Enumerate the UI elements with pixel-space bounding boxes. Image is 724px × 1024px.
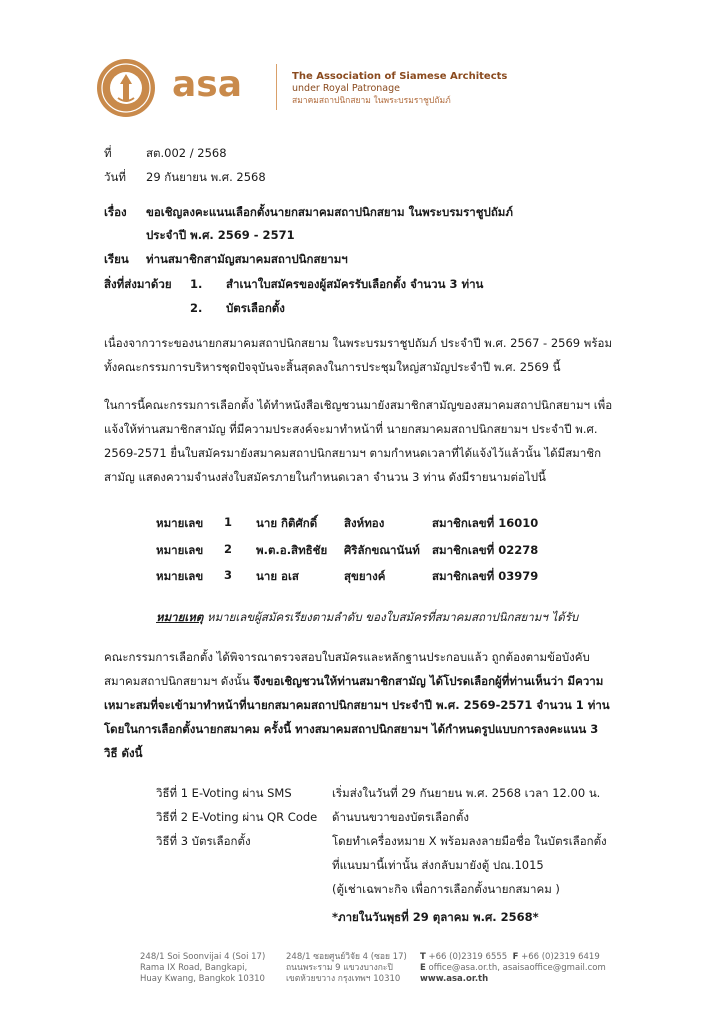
fax-label: F xyxy=(512,952,519,962)
para2-line-3: 2569-2571 ยื่นใบสมัครมายังสมาคมสถาปนิกสยามฯ ตามกำหนดเวลาที่ได้แจ้งไว้แล้วนั้น ได้มีสมาชิก xyxy=(104,446,602,460)
enclosure-text-1: สำเนาใบสมัครของผู้สมัครรับเลือกตั้ง จำนวน 3 ท่าน xyxy=(226,277,484,291)
para2-line-2: แจ้งให้ท่านสมาชิกสามัญ ที่มีความประสงค์จะมาทำหน้าที่ นายกสมาคมสถาปนิกสยามฯ ประจำปี พ.ศ. xyxy=(104,422,598,436)
candidate-label: หมายเลข xyxy=(156,569,204,583)
para2-line-1: ในการนี้คณะกรรมการเลือกตั้ง ได้ทำหนังสือเชิญชวนมายังสมาชิกสามัญของสมาคมสถาปนิกสยามฯ เพื่อ xyxy=(104,398,613,412)
footer-email-line xyxy=(420,963,606,974)
enclosure-num-1: 1. xyxy=(190,277,203,291)
date-label: วันที่ xyxy=(104,170,126,184)
method-3-label: วิธีที่ 3 บัตรเลือกตั้ง xyxy=(156,834,251,848)
candidate-member-no: สมาชิกเลขที่ 16010 xyxy=(432,516,539,530)
footer-address-th-line: ถนนพระราม 9 แขวงบางกะปิ xyxy=(286,963,393,973)
para3-line-2-normal: สมาคมสถาปนิกสยามฯ ดังนั้น xyxy=(104,674,254,688)
subject-line-2: ประจำปี พ.ศ. 2569 - 2571 xyxy=(146,228,295,242)
org-name-th: สมาคมสถาปนิกสยาม ในพระบรมราชูปถัมภ์ xyxy=(292,96,451,106)
to-value: ท่านสมาชิกสามัญสมาคมสถาปนิกสยามฯ xyxy=(146,252,348,266)
subject-label: เรื่อง xyxy=(104,205,127,219)
org-name-en: The Association of Siamese Architects xyxy=(292,71,508,82)
deadline: *ภายในวันพุธที่ 29 ตุลาคม พ.ศ. 2568* xyxy=(332,910,539,924)
footer-web-line xyxy=(420,974,606,985)
note-line xyxy=(156,610,578,625)
asa-logo-text: asa xyxy=(172,66,243,102)
footer-address-th-line: 248/1 ซอยศูนย์วิจัย 4 (ซอย 17) xyxy=(286,952,407,962)
candidate-number: 3 xyxy=(224,568,233,582)
method-2-desc: ด้านบนขวาของบัตรเลือกตั้ง xyxy=(332,810,469,824)
footer-phone-line xyxy=(420,952,606,963)
website-link[interactable]: www.asa.or.th xyxy=(420,974,489,984)
para1-line-2: ทั้งคณะกรรมการบริหารชุดปัจจุบันจะสิ้นสุดลงในการประชุมใหญ่สามัญประจำปี พ.ศ. 2569 นี้ xyxy=(104,360,561,374)
royal-seal-logo xyxy=(96,58,156,118)
candidate-member-no: สมาชิกเลขที่ 02278 xyxy=(432,543,539,557)
method-1-label: วิธีที่ 1 E-Voting ผ่าน SMS xyxy=(156,786,292,800)
method-3-desc: โดยทำเครื่องหมาย X พร้อมลงลายมือชื่อ ในบัตรเลือกตั้ง xyxy=(332,834,607,848)
tel-label: T xyxy=(420,952,426,962)
para3-line-5: วิธี ดังนี้ xyxy=(104,746,143,760)
candidate-name: นาย กิติศักดิ์ xyxy=(256,516,318,530)
date-value: 29 กันยายน พ.ศ. 2568 xyxy=(146,170,266,184)
candidate-name: นาย อเส xyxy=(256,569,299,583)
header-divider xyxy=(276,64,277,110)
candidate-label: หมายเลข xyxy=(156,516,204,530)
email-value[interactable]: office@asa.or.th, asaisaoffice@gmail.com xyxy=(428,963,606,973)
asa-logo xyxy=(172,66,262,102)
para2-line-4: สามัญ แสดงความจำนงส่งใบสมัครภายในกำหนดเวลา จำนวน 3 ท่าน ดังมีรายนามต่อไปนี้ xyxy=(104,470,546,484)
enclosure-num-2: 2. xyxy=(190,301,203,315)
para3-line-2 xyxy=(104,674,603,689)
footer-address-th xyxy=(286,952,407,985)
candidate-surname: สิงห์ทอง xyxy=(344,516,385,530)
enclosure-text-2: บัตรเลือกตั้ง xyxy=(226,301,285,315)
footer-address-th-line: เขตห้วยขวาง กรุงเทพฯ 10310 xyxy=(286,974,401,984)
method-1-desc: เริ่มส่งในวันที่ 29 กันยายน พ.ศ. 2568 เวลา 12.00 น. xyxy=(332,786,601,800)
para3-line-1: คณะกรรมการเลือกตั้ง ได้พิจารณาตรวจสอบใบสมัครและหลักฐานประกอบแล้ว ถูกต้องตามข้อบังคับ xyxy=(104,650,590,664)
candidate-name: พ.ต.อ.สิทธิชัย xyxy=(256,543,328,557)
method-3-extra-2: (ตู้เช่าเฉพาะกิจ เพื่อการเลือกตั้งนายกสมาคม ) xyxy=(332,882,560,896)
org-name-block xyxy=(292,70,507,107)
enclosures-label: สิ่งที่ส่งมาด้วย xyxy=(104,277,172,291)
candidate-member-no: สมาชิกเลขที่ 03979 xyxy=(432,569,539,583)
para3-line-4: โดยในการเลือกตั้งนายกสมาคม ครั้งนี้ ทางสมาคมสถาปนิกสยามฯ ได้กำหนดรูปแบบการลงคะแนน 3 xyxy=(104,722,599,736)
fax-value: +66 (0)2319 6419 xyxy=(521,952,600,962)
email-label: E xyxy=(420,963,426,973)
footer-address-en-line: Huay Kwang, Bangkok 10310 xyxy=(140,974,265,984)
to-label: เรียน xyxy=(104,252,129,266)
method-2-label: วิธีที่ 2 E-Voting ผ่าน QR Code xyxy=(156,810,318,824)
footer-address-en xyxy=(140,952,265,985)
footer-address-en-line: Rama IX Road, Bangkapi, xyxy=(140,963,248,973)
para3-line-2-bold: จึงขอเชิญชวนให้ท่านสมาชิกสามัญ ได้โปรดเลือกผู้ที่ท่านเห็นว่า มีความ xyxy=(253,674,604,688)
method-3-extra-1: ที่แนบมานี้เท่านั้น ส่งกลับมายังตู้ ปณ.1015 xyxy=(332,858,544,872)
para3-line-3: เหมาะสมที่จะเข้ามาทำหน้าที่นายกสมาคมสถาปนิกสยามฯ ประจำปี พ.ศ. 2569-2571 จำนวน 1 ท่าน xyxy=(104,698,610,712)
subject-line-1: ขอเชิญลงคะแนนเลือกตั้งนายกสมาคมสถาปนิกสยาม ในพระบรมราชูปถัมภ์ xyxy=(146,205,513,219)
candidate-label: หมายเลข xyxy=(156,543,204,557)
candidate-surname: สุขยางค์ xyxy=(344,569,386,583)
footer-contact xyxy=(420,952,606,985)
footer-address-en-line: 248/1 Soi Soonvijai 4 (Soi 17) xyxy=(140,952,266,962)
ref-label: ที่ xyxy=(104,146,112,160)
para1-line-1: เนื่องจากวาระของนายกสมาคมสถาปนิกสยาม ในพระบรมราชูปถัมภ์ ประจำปี พ.ศ. 2567 - 2569 พร้อม xyxy=(104,336,613,350)
ref-value: สต.002 / 2568 xyxy=(146,146,227,160)
org-name-en-sub: under Royal Patronage xyxy=(292,83,401,94)
candidate-number: 2 xyxy=(224,542,233,556)
note-label: หมายเหตุ xyxy=(156,610,204,624)
candidate-number: 1 xyxy=(224,515,233,529)
candidate-surname: ศิริลักขณานันท์ xyxy=(344,543,420,557)
note-text: หมายเลขผู้สมัครเรียงตามลำดับ ของใบสมัครที่สมาคมสถาปนิกสยามฯ ได้รับ xyxy=(203,610,579,624)
tel-value: +66 (0)2319 6555 xyxy=(428,952,508,962)
